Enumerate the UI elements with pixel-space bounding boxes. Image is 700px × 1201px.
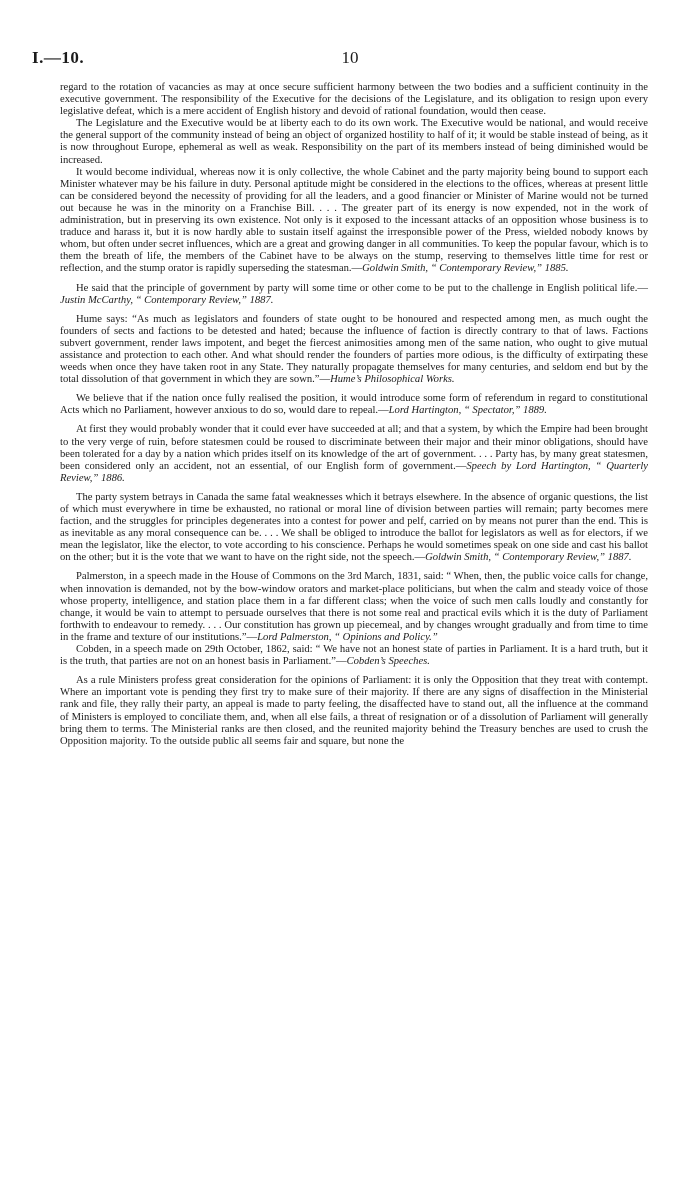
paragraph-5 (60, 314, 648, 387)
citation: Hume’s Philosophical Works. (330, 374, 455, 386)
paragraph-1 (60, 82, 648, 118)
paragraph-text: He said that the principle of government by party will some time or other come to be put to the challenge in English political life.— (76, 282, 648, 294)
paragraph-text: Palmerston, in a speech made in the House of Commons on the 3rd March, 1831, said: “ When, then, the public voice calls for change, when innovation is demanded, not by the bow-window orators and market-place politicians, but when the calm and steady voice of those whose property, intelligence, and station place them in a far different class; when the voice of such men calls loudly and constantly for change, it would be vain to attempt to persuade ourselves that there is not some real and practical evils which it is the duty of Parliament forthwith to endeavour to remedy. . . . Our constitution has grown up piecemeal, and by changes wrought gradually and from time to time in the frame and texture of our institutions.”— (60, 571, 648, 643)
paragraph-text: Hume says: “As much as legislators and founders of state ought to be honoured and respected among men, as much ought the founders of sects and factions to be detested and hated; because the influence of faction is directly contrary to that of laws. Factions subvert government, render laws impotent, and beget the fiercest animosities among men of the same nation, who ought to give mutual assistance and protection to each other. And what should render the founders of parties more odious, is the difficulty of extirpating these weeds when once they have taken root in any State. They naturally propagate themselves for many centuries, and seldom end but by the total dissolution of that government in which they are sown.”— (60, 313, 648, 386)
paragraph-6 (60, 393, 648, 417)
citation: Lord Palmerston, “ Opinions and Policy.” (257, 631, 438, 643)
citation: Lord Hartington, “ Spectator,” 1889. (388, 405, 547, 417)
citation: Goldwin Smith, “ Contemporary Review,” 1885. (362, 263, 569, 275)
citation: Speech by Lord Hartington, “ Quarterly Review,” 1886. (60, 460, 648, 484)
paragraph-text: We believe that if the nation once fully realised the position, it would introduce some form of referendum in regard to constitutional Acts which no Parliament, however anxious to do so, would dare to repeal.— (60, 393, 648, 417)
paragraph-3 (60, 167, 648, 276)
paragraph-2 (60, 118, 648, 166)
paragraph-text: The Legislature and the Executive would be at liberty each to do its own work. The Executive would be national, and would receive the general support of the community instead of being an object of organized hostility to half of it; it would be stable instead of being, as it is now throughout Europe, ephemeral as well as weak. Responsibility on the part of its members instead of being diminished would be increased. (60, 118, 648, 166)
page-number: 10 (341, 48, 359, 67)
document-reference: I.—10. (32, 48, 85, 67)
paragraph-text: Cobden, in a speech made on 29th October, 1862, said: “ We have not an honest state of parties in Parliament. It is a hard truth, but it is the truth, that parties are not on an honest basis in Parliament.”— (60, 644, 648, 668)
paragraph-9 (60, 571, 648, 644)
paragraph-text: regard to the rotation of vacancies as may at once secure sufficient harmony between the two bodies and a sufficient continuity in the executive government. The responsibility of the Executive for the decisions of the Legislature, and its obligation to resign upon every legislative defeat, which is a mere accident of English history and devoid of rational foundation, would then cease. (60, 82, 648, 118)
citation: Cobden’s Speeches. (346, 656, 430, 668)
paragraph-4 (60, 283, 648, 307)
page-header (32, 48, 668, 72)
paragraph-text: It would become individual, whereas now it is only collective, the whole Cabinet and the party majority being bound to support each Minister whatever may be his failure in duty. Personal aptitude might be considered in the elections to the offices, whereas at present little can be considered beyond the necessity of providing for all the leaders, and a good financier or Minister of Marine would not be turned out because he was in the minority on a Franchise Bill. . . . The greater part of its energy is now expended, not in the work of administration, but in preserving its own existence. Not only is it exposed to the incessant attacks of an opposition whose business is to traduce and harass it, but it is now hardly able to sustain itself against the irresponsible power of the Press, wielded nobody knows by whom, but often under secret influences, which are a great and growing danger in all communities. To keep the popular favour, which is to them the breath of life, the members of the Cabinet have to be always on the stump, reserving to themselves little time for rest or reflection, and the stump orator is rapidly superseding the statesman.— (60, 166, 648, 275)
paragraph-10 (60, 644, 648, 668)
paragraph-11 (60, 675, 648, 748)
document-body (60, 82, 648, 755)
citation: Justin McCarthy, “ Contemporary Review,” 1887. (60, 294, 274, 306)
paragraph-7 (60, 424, 648, 484)
paragraph-text: As a rule Ministers profess great consideration for the opinions of Parliament: it is only the Opposition that they treat with contempt. Where an important vote is pending they first try to make sure of their majority. If there are any signs of disaffection in the Ministerial rank and file, they rally their party, an appeal is made to party feeling, the disaffected have to stand out, all the influence at the command of Ministers is employed to conciliate them, and, when all else fails, a threat of resignation or of a dissolution of Parliament will generally bring them to terms. The Ministerial ranks are then closed, and the reunited majority behind the Treasury benches are used to crush the Opposition majority. To the outside public all seems fair and square, but none the (60, 675, 648, 747)
paragraph-8 (60, 492, 648, 565)
paragraph-text: The party system betrays in Canada the same fatal weaknesses which it betrays elsewhere. In the absence of organic questions, the list of which must everywhere in time be exhausted, no rational or moral line of division between parties will remain; party becomes mere faction, and the struggles for principles degenerates into a contest for power and pelf, carried on by means not purer than the end. This is as inevitable as any moral consequence can be. . . . We shall be obliged to introduce the ballot for legislators as well as for electors, if we mean the legislator, like the elector, to vote according to his conscience. Perhaps he would sometimes speak on one side and cast his ballot on the other; but it is the vote that we want to have on the right side, not the speech.— (60, 491, 648, 564)
paragraph-text: At first they would probably wonder that it could ever have succeeded at all; and that a system, by which the Empire had been brought to the very verge of ruin, before statesmen could be roused to discriminate between their major and their minor obligations, should have been tolerated for a day by a nation which prides itself on its knowledge of the art of government. . . . Party has, by many great statesmen, been considered only an accident, not an essential, of our English form of government.— (60, 424, 648, 472)
citation: Goldwin Smith, “ Contemporary Review,” 1887. (425, 552, 632, 564)
